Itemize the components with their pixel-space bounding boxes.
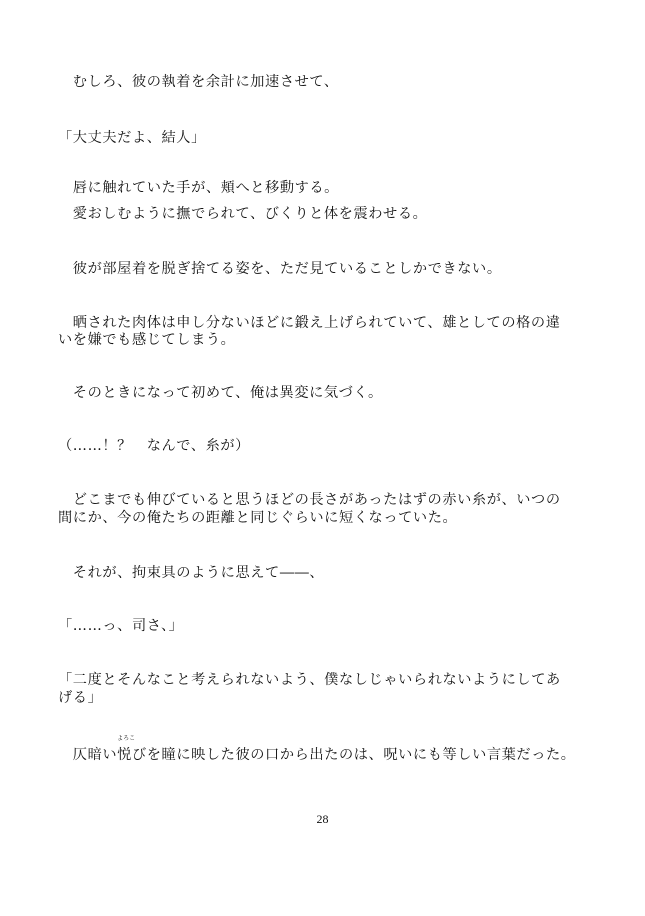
- text-line-with-ruby: [58, 735, 603, 765]
- text-line: 晒された肉体は申し分ないほどに鍛え上げられていて、雄としての格の違: [58, 315, 561, 331]
- ruby-word: [117, 735, 136, 765]
- text-line: 愛おしむように撫でられて、びくりと体を震わせる。: [58, 206, 428, 222]
- text-line-continued: 間にか、今の俺たちの距離と同じぐらいに短くなっていた。: [58, 510, 458, 526]
- text-line: むしろ、彼の執着を余計に加速させて、: [58, 74, 339, 90]
- ruby-base: 悦: [117, 747, 132, 763]
- dialogue-line: 「大丈夫だよ、結人」: [58, 130, 206, 146]
- last-line-before: 仄暗い: [58, 747, 118, 763]
- text-line: 唇に触れていた手が、頬へと移動する。: [58, 180, 339, 196]
- text-line: そのときになって初めて、俺は異変に気づく。: [58, 385, 383, 401]
- dialogue-line: 「二度とそんなこと考えられないよう、僕なしじゃいられないようにしてあ: [58, 672, 561, 688]
- page-number: 28: [316, 812, 329, 826]
- dialogue-line: 「……っ、司さ、」: [58, 618, 184, 634]
- text-line: 彼が部屋着を脱ぎ捨てる姿を、ただ見ていることしかできない。: [58, 261, 502, 277]
- ruby-reading: よろこ: [117, 735, 136, 742]
- thought-line: （……！？ なんで、糸が）: [58, 438, 250, 454]
- text-line: どこまでも伸びていると思うほどの長さがあったはずの赤い糸が、いつの: [58, 492, 561, 508]
- text-line: それが、拘束具のように思えて――、: [58, 565, 325, 581]
- text-line-continued: いを嫌でも感じてしまう。: [58, 332, 236, 348]
- dialogue-line-continued: げる」: [58, 690, 103, 706]
- last-line-after: びを瞳に映した彼の口から出たのは、呪いにも等しい言葉だった。: [131, 747, 576, 763]
